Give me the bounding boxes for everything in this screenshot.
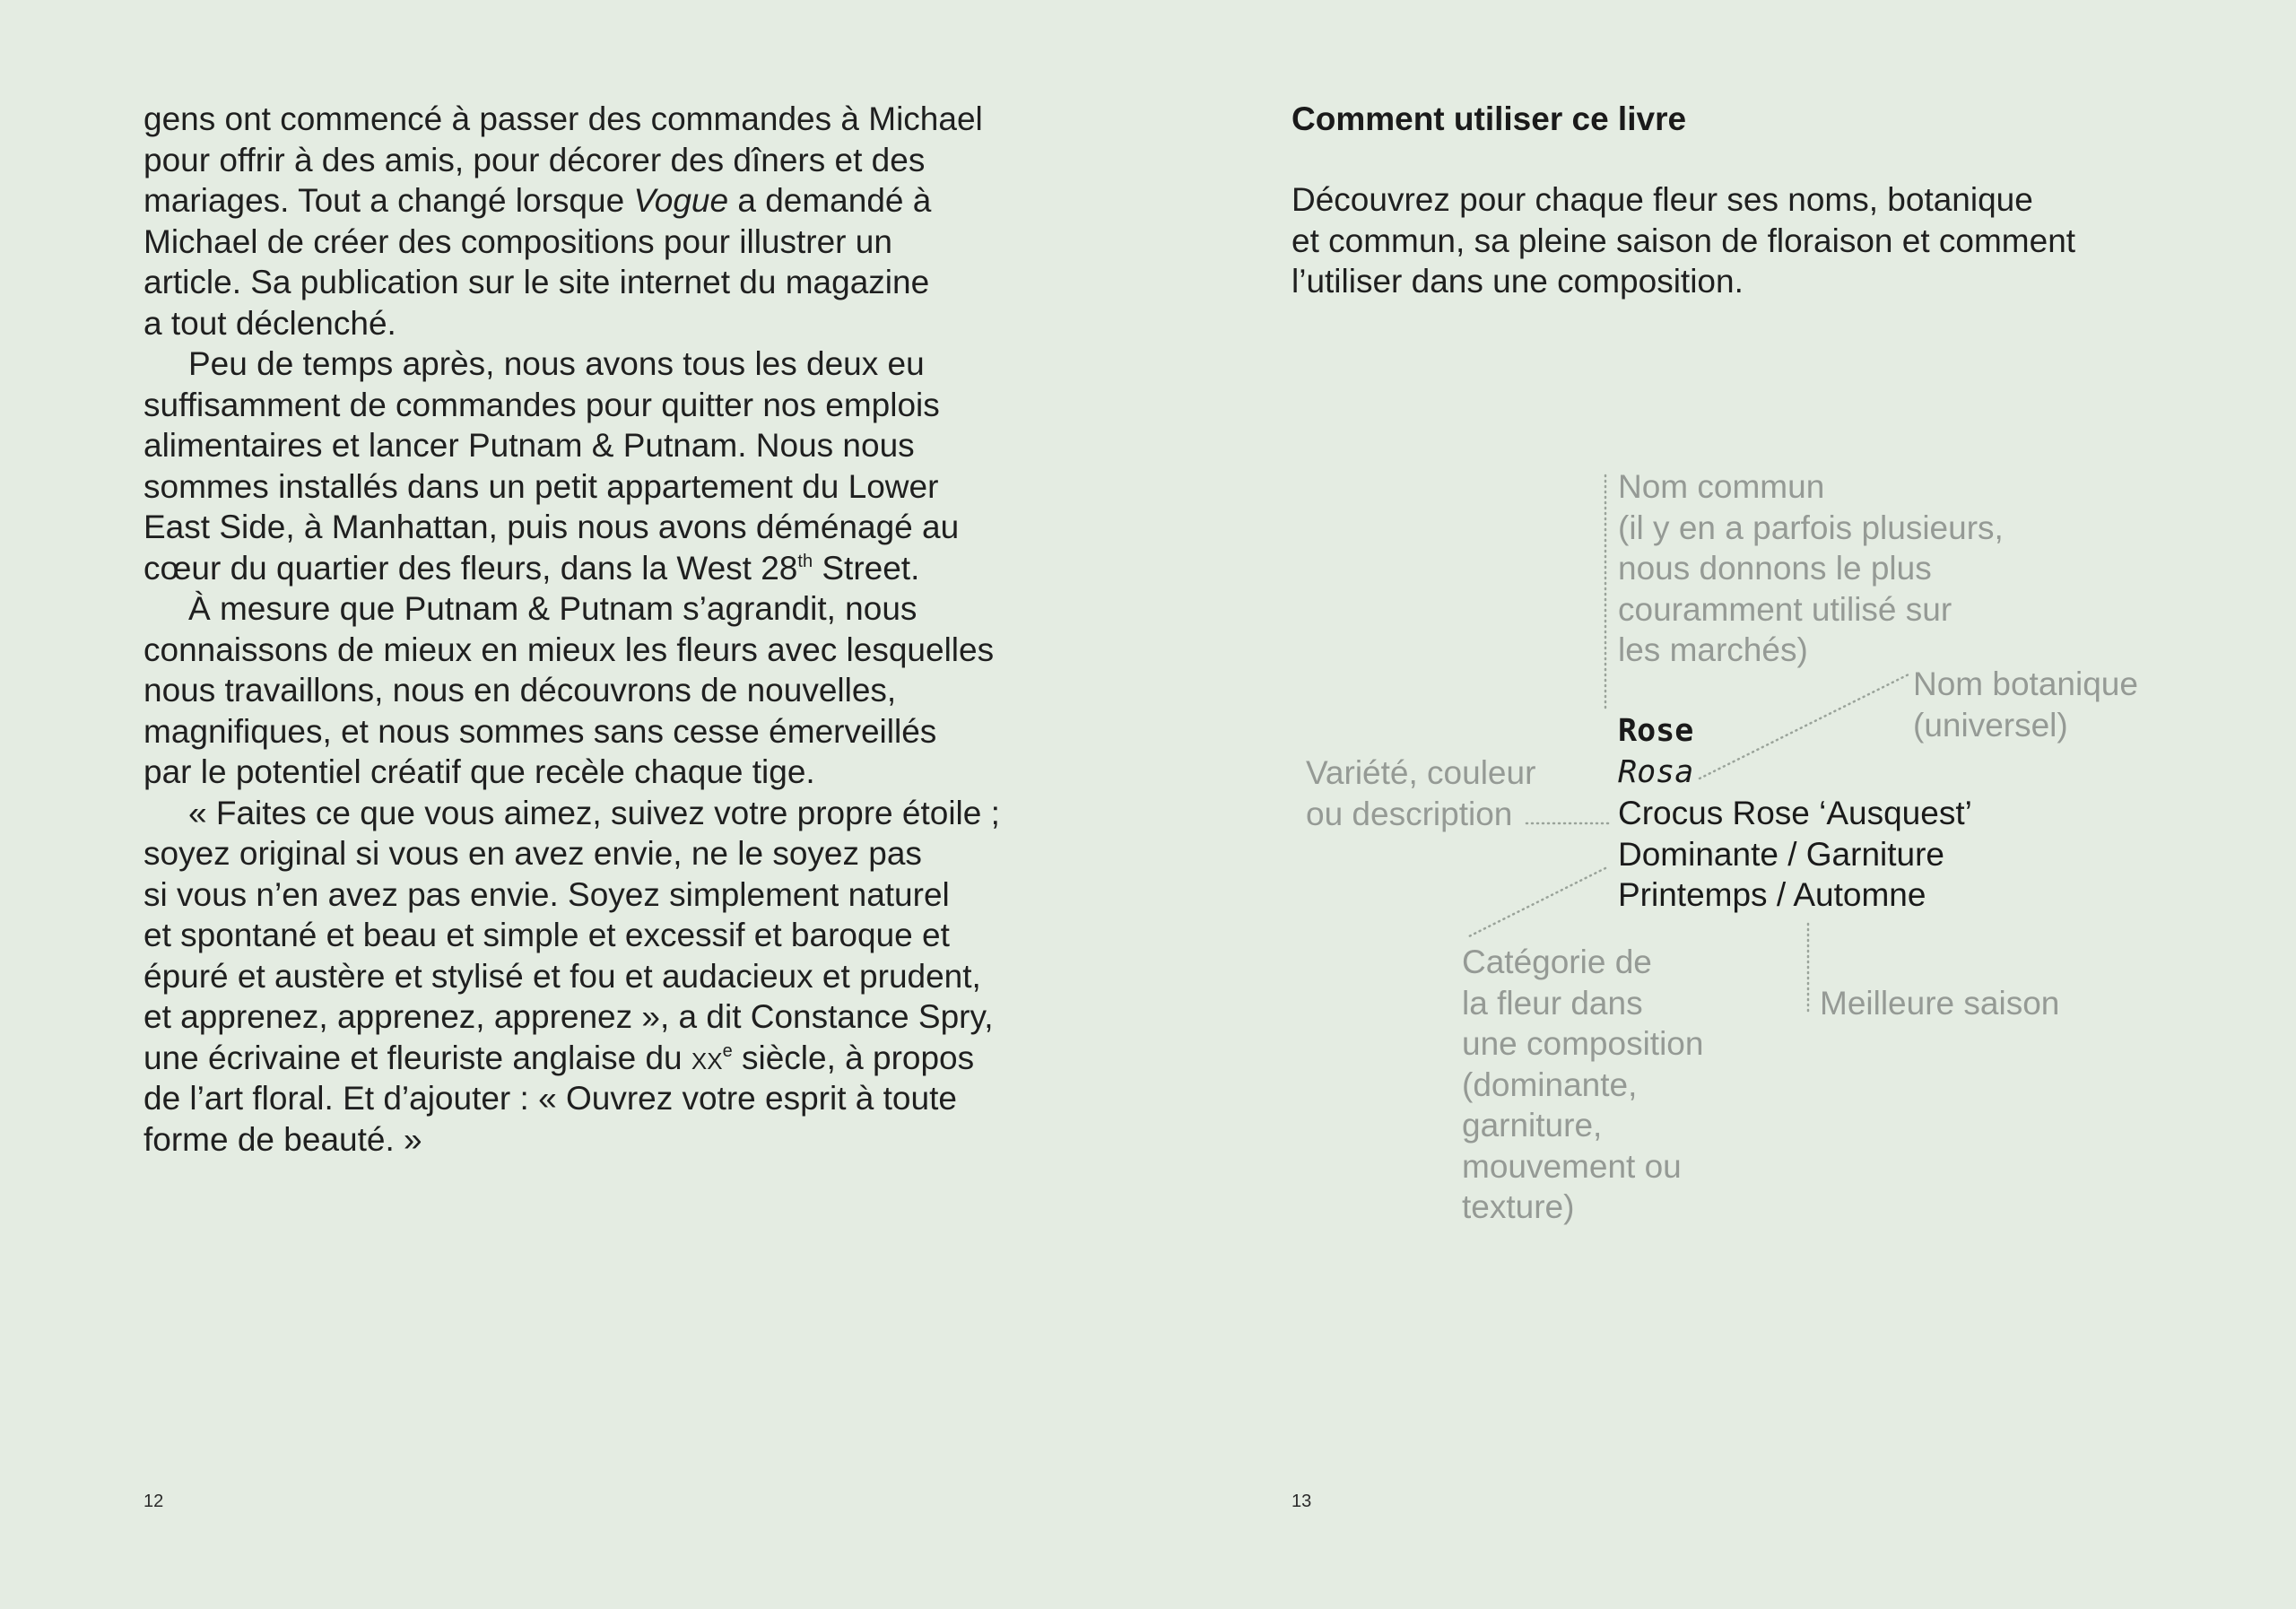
text-line: nous travaillons, nous en découvrons de nouvelles, (144, 672, 897, 709)
text-line: article. Sa publication sur le site internet du magazine (144, 264, 930, 300)
paragraph-start: « Faites ce que vous aimez, suivez votre propre étoile ; (188, 794, 1000, 831)
text-line (144, 548, 1004, 589)
text-run: Street. (813, 549, 920, 587)
annotation-line: ou description (1306, 795, 1513, 832)
text-line (144, 1038, 1004, 1079)
annotation-line: couramment utilisé sur (1618, 590, 1952, 628)
annotation-line: (universel) (1913, 706, 2068, 744)
text-run: mariages. Tout a changé lorsque (144, 182, 634, 219)
text-line: si vous n’en avez pas envie. Soyez simplement naturel (144, 875, 950, 913)
text-line: et spontané et beau et simple et excessif et baroque et (144, 917, 950, 953)
annotation-line: garniture, (1462, 1107, 1603, 1144)
magazine-title: Vogue (633, 182, 729, 219)
connector-category (1467, 868, 1605, 937)
annotation-variety (1306, 752, 1535, 834)
text-line: épuré et austère et stylisé et fou et audacieux et prudent, (144, 957, 981, 995)
entry-botanical-name: Rosa (1618, 753, 1694, 790)
text-line: forme de beauté. » (144, 1120, 422, 1158)
text-line: connaissons de mieux en mieux les fleurs avec lesquelles (144, 631, 995, 668)
annotation-category (1462, 942, 1703, 1228)
annotation-common-name (1618, 466, 2004, 671)
sample-flower-entry (1618, 711, 1972, 916)
paragraph-start: À mesure que Putnam & Putnam s’agrandit, nous (188, 590, 918, 627)
annotation-line: Nom botanique (1913, 665, 2138, 702)
paragraph-start: Peu de temps après, nous avons tous les deux eu (188, 345, 925, 382)
annotation-line: les marchés) (1618, 631, 1808, 668)
text-line: suffisamment de commandes pour quitter nos emplois (144, 386, 940, 423)
text-line: East Side, à Manhattan, puis nous avons déménagé au (144, 509, 960, 545)
text-line: magnifiques, et nous sommes sans cesse émerveillés (144, 712, 937, 750)
text-line: gens ont commencé à passer des commandes à Michael (144, 100, 983, 137)
annotation-line: Nom commun (1618, 468, 1825, 505)
annotation-line: texture) (1462, 1188, 1575, 1225)
text-line: Michael de créer des compositions pour illustrer un (144, 222, 892, 260)
text-run: cœur du quartier des fleurs, dans la West 28 (144, 549, 798, 587)
text-line: l’utiliser dans une composition. (1292, 263, 1744, 300)
page-number: 12 (144, 1492, 164, 1511)
text-line: soyez original si vous en avez envie, ne le soyez pas (144, 835, 922, 872)
text-line: et apprenez, apprenez, apprenez », a dit Constance Spry, (144, 998, 994, 1035)
text-line: alimentaires et lancer Putnam & Putnam. Nous nous (144, 427, 915, 464)
text-line: pour offrir à des amis, pour décorer des dîners et des (144, 141, 926, 178)
annotation-line: la fleur dans (1462, 984, 1643, 1022)
annotation-line: nous donnons le plus (1618, 550, 1932, 587)
century-numeral: xx (691, 1039, 723, 1076)
annotation-line: Meilleure saison (1820, 985, 2060, 1022)
text-line: de l’art floral. Et d’ajouter : « Ouvrez votre esprit à toute (144, 1080, 957, 1117)
section-title: Comment utiliser ce livre (1292, 100, 1687, 137)
annotation-line: mouvement ou (1462, 1147, 1682, 1185)
annotation-season (1820, 983, 2059, 1024)
entry-common-name: Rose (1618, 713, 1694, 749)
text-run: une écrivaine et fleuriste anglaise du (144, 1039, 691, 1076)
entry-variety: Crocus Rose ‘Ausquest’ (1618, 795, 1972, 831)
entry-category: Dominante / Garniture (1618, 835, 1945, 873)
annotation-line: (il y en a parfois plusieurs, (1618, 509, 2004, 546)
text-run: siècle, à propos (732, 1039, 975, 1076)
text-line: et commun, sa pleine saison de floraison et comment (1292, 222, 2076, 259)
right-page (1148, 0, 2296, 1609)
text-run: a demandé à (728, 182, 932, 219)
page-number: 13 (1292, 1492, 1312, 1511)
annotation-line: Catégorie de (1462, 944, 1652, 980)
entry-season: Printemps / Automne (1618, 876, 1926, 913)
text-line: par le potentiel créatif que recèle chaque tige. (144, 753, 815, 790)
annotation-line: (dominante, (1462, 1065, 1638, 1103)
text-line: Découvrez pour chaque fleur ses noms, botanique (1292, 181, 2033, 218)
annotation-line: une composition (1462, 1025, 1704, 1062)
ordinal-superscript: th (797, 551, 813, 571)
text-line (144, 180, 1004, 222)
text-line: a tout déclenché. (144, 304, 396, 342)
text-line: sommes installés dans un petit appartement du Lower (144, 467, 939, 505)
annotation-line: Variété, couleur (1306, 754, 1536, 791)
body-text (144, 99, 1004, 1160)
century-superscript: e (722, 1040, 733, 1061)
